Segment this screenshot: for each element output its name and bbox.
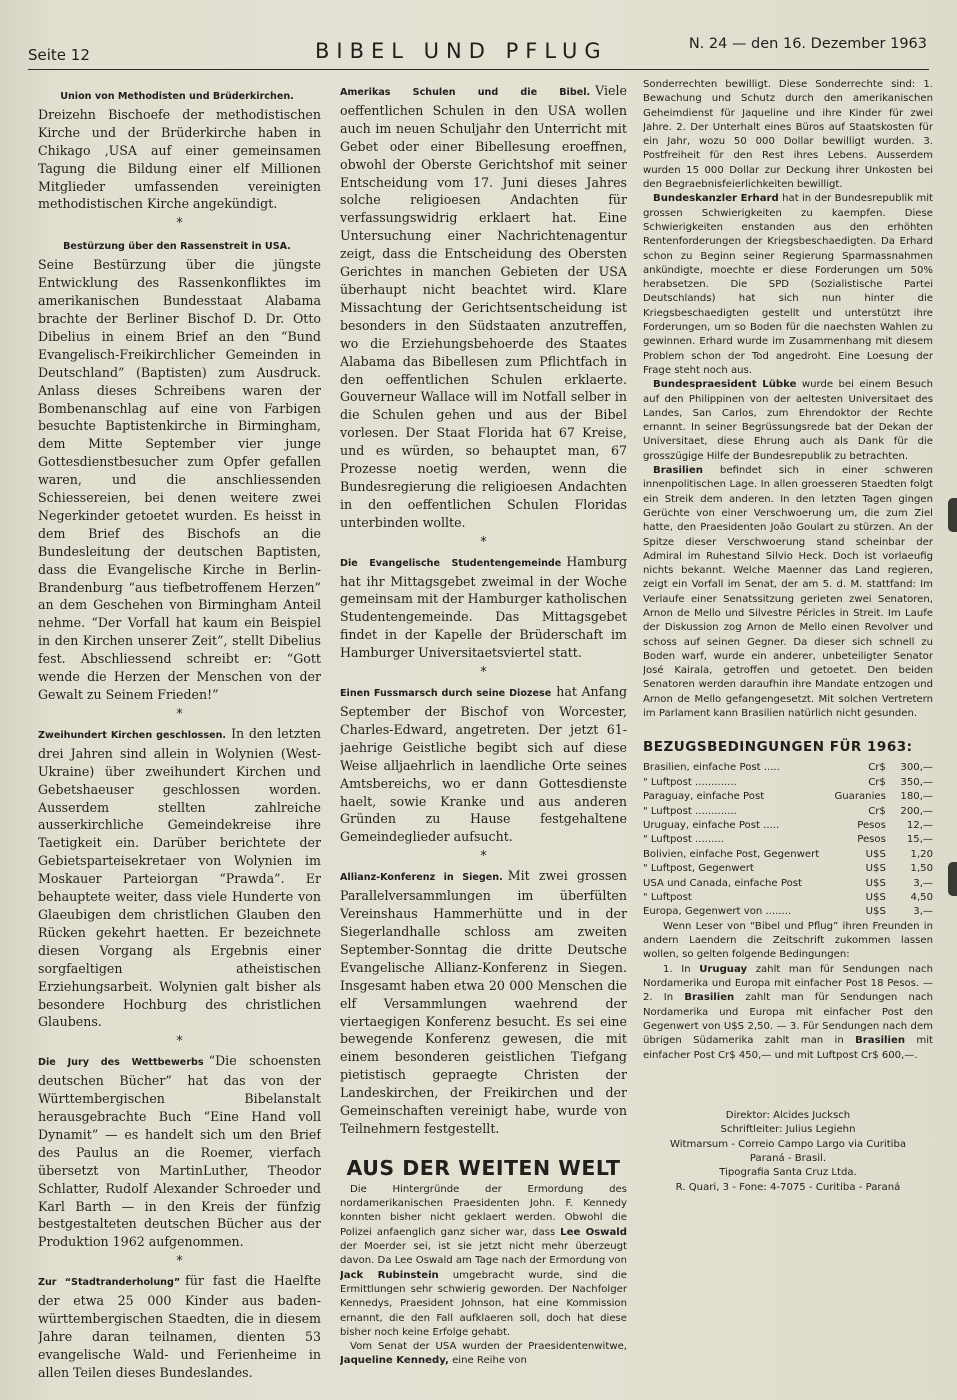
price-label: USA und Canada, einfache Post <box>643 877 802 889</box>
price-amount: 12,— <box>906 819 933 831</box>
imprint-line: Schriftleiter: Julius Legiehn <box>720 1124 856 1136</box>
article-body: Mit zwei grossen Parallelversammlungen im überfülten Vereinshaus Hammerhütte und in der Siegerlandhalle schloss am zweiten September-Sonntag die dritte Deutsche Evangelische Allianz-Konferenz in Siegen. Insgesamt haben etwa 20 000 Menschen die elf Versammlungen waehrend der viertaegigen Konferenz besucht. Es sei eine bewegende Konferenz gewesen, die mit einem besonderen geistlichen Tiefgang pietistisch gepraegte Christen der Landeskirchen, der Freikirchen und der Gemeinschaften vereinigt habe, wurde von Teilnehmern festgestellt. <box>340 868 627 1136</box>
price-amount: 200,— <box>900 805 933 817</box>
price-amount: 180,— <box>900 791 933 803</box>
price-row <box>643 862 933 876</box>
price-label: Brasilien, einfache Post ..... <box>643 762 780 774</box>
column-1 <box>38 82 321 1382</box>
price-label: Bolivien, einfache Post, Gegenwert <box>643 848 820 860</box>
article-body: Hamburg hat ihr Mittagsgebet zweimal in der Woche gemeinsam mit der Hamburger katholischen Studentengemeinde. Das Mittagsgebet findet in der Kapelle der Brüderschaft im Hamburger Universitaetsviertel statt. <box>340 553 627 661</box>
imprint-line: Tipografia Santa Cruz Ltda. <box>719 1167 857 1179</box>
price-currency: Cr$ <box>868 805 886 817</box>
news-body: hat in der Bundesrepublik mit grossen Schwierigkeiten zu kaempfen. Diese Schwierigkeiten enstanden aus den erhöhten Rentenforderungen der Kriegsbeschaedigten. Da Erhard schon zu Beginn seiner Regierung Sparmassnahmen ankündigte, moechte er diese Forderungen um 50% herabsetzen. Die SPD (Sozialistische Partei Deutschlands) hat sich nun hinter die Kriegsbeschaedigten gestellt und unterstützt ihre Forderungen, um so Boden für die naechsten Wahlen zu gewinnen. Erhard wurde im Zusammenhang mit diesem Problem schon der Tod angedroht. Eine Loesung der Frage steht noch aus. <box>643 193 933 376</box>
name-rubinstein: Jack Rubinstein <box>340 1269 439 1281</box>
article-headline: Die Jury des Wettbewerbs <box>38 1057 204 1069</box>
price-currency: U$S <box>865 863 886 875</box>
text-segment: zahlt man für Sendungen nach Nordamerika und Europa mit einfacher Post 18 Pesos. — 2. In <box>643 963 933 1004</box>
subscription-title: BEZUGSBEDINGUNGEN FÜR 1963: <box>643 739 913 756</box>
price-row <box>643 891 933 905</box>
name-jaqueline: Jaqueline Kennedy, <box>340 1355 449 1367</box>
price-amount: 1,20 <box>910 848 933 860</box>
price-amount: 4,50 <box>910 892 933 904</box>
price-label: " Luftpost, Gegenwert <box>643 863 754 875</box>
price-label: Uruguay, einfache Post ..... <box>643 819 780 831</box>
price-label: " Luftpost ......... <box>643 834 724 846</box>
price-row <box>643 877 933 891</box>
separator-star: * <box>176 1034 183 1050</box>
article-racial-conflict <box>38 238 321 704</box>
price-amount: 15,— <box>906 834 933 846</box>
news-luebke <box>643 378 933 464</box>
price-label: Europa, Gegenwert von ........ <box>643 906 792 918</box>
subscription-note: Wenn Leser von “Bibel und Pflug” ihren Freunden in andern Laendern die Zeitschrift zukommen lassen wollen, so gelten folgende Bedingungen: <box>643 920 933 961</box>
article-student-community <box>340 553 627 662</box>
page-number: Seite 12 <box>28 46 90 64</box>
price-label: " Luftpost ............. <box>643 776 737 788</box>
separator-star: * <box>176 216 183 232</box>
news-body: wurde bei einem Besuch auf den Philippinen von der aeltesten Universitaet des Landes, San Carlos, zum Ehrendoktor der Rechte ernannt. In seiner Begrüssungsrede bat der Dekan der Universitaet, diese Ehrung auch als Dank für die grosszügige Hilfe der Bundesrepublik zu betrachten. <box>643 379 933 462</box>
text-segment: eine Reihe von <box>452 1355 527 1367</box>
text-segment: umgebracht wurde, sind die Ermittlungen sehr schwierig geworden. Der Nachfolger Kennedys, Praesident Johnson, hat eine Kommission ernannt, die den Fall aufklaeren soll, doch hat diese bisher noch keine Erfolge gehabt. <box>340 1269 627 1338</box>
article-body: “Die schoensten deutschen Bücher” hat das von der Württembergischen Bibelanstalt herausgebrachte Buch “Eine Hand voll Dynamit” — es handelt sich um den Brief des Paulus an die Roemer, vierfach übersetzt von MartinLuther, Theodor Schlatter, Rudolf Alexander Schroeder und Karl Barth — in den Kreis der fünfzig bestgestalteten deutschen Bücher aus der Produktion 1962 aufgenommen. <box>38 1053 321 1250</box>
article-body: Dreizehn Bischoefe der methodistischen Kirche und der Brüderkirche haben in Chikago ‚USA auf einer gemeinsamen Tagung die Bildung einer elf Millionen Mitglieder umfassenden vereinigten methodistischen Kirche angekündigt. <box>38 106 321 212</box>
price-currency: U$S <box>865 877 886 889</box>
imprint-line: Direktor: Alcides Jucksch <box>725 1109 851 1121</box>
article-body: Seine Bestürzung über die jüngste Entwicklung des Rassenkonfliktes im amerikanischen Bundesstaat Alabama brachte der Berliner Bischof D. Dr. Otto Dibelius in einem Brief an den “Bund Evangelisch-Freikirchlicher Gemeinden in Deutschland” (Baptisten) zum Ausdruck. Anlass dieses Schreibens waren der Bombenanschlag auf eine von Farbigen besuchte Baptistenkirche in Birmingham, dem Mitte September vier junge Gottesdienstbesucher zum Opfer gefallen waren, und die anschliessenden Schiessereien, bei denen weitere zwei Negerkinder getoetet wurden. Es heisst in dem Brief des Bischofs an die Bundesleitung der deutschen Baptisten, dass die Evangelische Kirche in Berlin-Brandenburg “aus tiefbetroffenem Herzen” an dem Geschehen von Birmingham Anteil nehme. “Der Vorfall hat kaum ein Beispiel in den Kirchen unserer Zeit”, stellt Dibelius fest. Abschliessend schreibt er: “Gott wende die Herzen der Menschen von der Gewalt zu Seinem Frieden!” <box>38 257 321 702</box>
price-label: " Luftpost <box>643 892 692 904</box>
news-headline: Bundeskanzler Erhard <box>653 193 779 205</box>
text-segment: Die Hintergründe der Ermordung des nordamerikanischen Praesidenten John. F. Kennedy konnten bisher nicht geklaert werden. Obwohl die Polizei anfaenglich ganz sicher war, dass <box>340 1183 627 1238</box>
masthead <box>28 34 929 70</box>
news-headline: Brasilien <box>653 465 703 477</box>
separator-star: * <box>176 706 183 722</box>
binding-hole <box>948 862 957 896</box>
separator-star: * <box>480 534 487 550</box>
price-row <box>643 848 933 862</box>
price-row <box>643 833 933 847</box>
column-2 <box>340 82 627 1369</box>
article-headline: Allianz-Konferenz in Siegen. <box>340 872 503 884</box>
price-table <box>643 761 933 919</box>
separator-star: * <box>480 849 487 865</box>
price-currency: Pesos <box>857 819 886 831</box>
price-label: " Luftpost ............. <box>643 805 737 817</box>
price-currency: U$S <box>865 906 886 918</box>
article-headline: Zweihundert Kirchen geschlossen. <box>38 729 227 741</box>
price-currency: Guaranies <box>834 791 886 803</box>
article-headline: Bestürzung über den Rassenstreit in USA. <box>63 241 291 253</box>
issue-date: N. 24 — den 16. Dezember 1963 <box>688 36 927 52</box>
price-currency: Pesos <box>857 834 886 846</box>
subscription-rules <box>643 963 933 1063</box>
price-currency: Cr$ <box>868 762 886 774</box>
price-label: Paraguay, einfache Post <box>643 791 765 803</box>
country-uruguay: Uruguay <box>699 963 748 975</box>
country-brasilien: Brasilien <box>855 1035 906 1047</box>
binding-hole <box>948 498 957 532</box>
article-body: Viele oeffentlichen Schulen in den USA wollen auch im neuen Schuljahr den Unterricht mit Gebet oder einer Bibellesung eroeffnen, obwohl der Oberste Gerichtshof mit seiner Entscheidung vom 17. Juni dieses Jahres solche religioesen Andachten für verfassungswidrig erklaert hat. Eine Untersuchung einer Nachrichtenagentur zeigt, dass die Entscheidung des Obersten Gerichtes in manchen Gebieten der USA überhaupt nicht beachtet wird. Klare Missachtung der Gerichtsentscheidung ist besonders in den Südstaaten anzutreffen, wo die Erziehungsbehoerde des Staates Alabama das Bibellesen zum Pflichtfach in den oeffentlichen Schulen erklaerte. Gouverneur Wallace will im Notfall selber in die Schulen gehen und aus der Bibel vorlesen. Der Staat Florida hat 67 Kreise, und es würden, so behauptet man, 67 Prozesse noetig werden, wenn die Bundesregierung die religioesen Andachten in den oeffentlichen Schulen Floridas unterbinden wollte. <box>340 83 627 530</box>
separator-star: * <box>480 665 487 681</box>
separator-star: * <box>176 1254 183 1270</box>
price-row <box>643 905 933 919</box>
price-row <box>643 761 933 775</box>
news-brasilien <box>643 464 933 721</box>
price-currency: Cr$ <box>868 776 886 788</box>
article-headline: Union von Methodisten und Brüderkirchen. <box>60 91 294 102</box>
text-segment: Vom Senat der USA wurden der Praesidentenwitwe, <box>350 1341 627 1353</box>
text-segment: zahlt man für Sendungen nach Nordamerika und Europa mit einfacher Post den Gegenwert von U$S 2,50. — 3. Für Sendungen nach dem übrigen Südamerika zahlt man in <box>643 992 933 1047</box>
news-headline: Bundespraesident Lübke <box>653 379 797 391</box>
article-headline: Amerikas Schulen und die Bibel. <box>340 87 591 98</box>
article-foot-march <box>340 683 627 846</box>
article-book-jury <box>38 1052 321 1251</box>
text-segment: mit einfacher Post Cr$ 450,— und mit Luftpost Cr$ 600,—. <box>643 1035 933 1061</box>
price-amount: 3,— <box>913 877 933 889</box>
article-methodists <box>38 88 321 213</box>
price-amount: 350,— <box>900 776 933 788</box>
news-special-rights: Sonderrechten bewilligt. Diese Sonderrechte sind: 1. Bewachung und Schutz durch den amerikanischen Geheimdienst für Jaqueline und ihre Kinder für zwei Jahre. 2. Der Unterhalt eines Büros auf Staatskosten für ein Jahr, wozu 50 000 Dollar bewilligt wurden. 3. Postfreiheit für den Rest ihres Lebens. Ausserdem wurden 15 000 Dollar zur Deckung ihrer Unkosten bei den Begraebnisfeierlichkeiten bewilligt. <box>643 79 933 191</box>
section-title: AUS DER WEITEN WELT <box>346 1155 621 1180</box>
news-erhard <box>643 192 933 378</box>
imprint-line: R. Quari, 3 - Fone: 4-7075 - Curitiba - Paraná <box>675 1181 901 1193</box>
price-row <box>643 790 933 804</box>
country-brasilien: Brasilien <box>684 992 735 1004</box>
price-row <box>643 819 933 833</box>
text-segment: der Moerder sei, ist sie jetzt nicht mehr überzeugt davon. Da Lee Oswald am Tage nach der Ermordung von <box>340 1241 627 1267</box>
imprint-line: Witmarsum - Correio Campo Largo via Curitiba <box>669 1138 907 1150</box>
article-american-schools <box>340 82 627 532</box>
price-amount: 1,50 <box>910 863 933 875</box>
text-segment: 1. In <box>663 963 691 975</box>
price-row <box>643 805 933 819</box>
world-news-senate <box>340 1340 627 1369</box>
article-churches-closed <box>38 725 321 1031</box>
article-headline: Einen Fussmarsch durch seine Diozese <box>340 688 552 700</box>
newspaper-title: BIBEL UND PFLUG <box>315 39 608 63</box>
article-headline: Die Evangelische Studentengemeinde <box>340 557 562 569</box>
news-body: befindet sich in einer schweren innenpolitischen Lage. In allen groesseren Staedten folgt ein Streik dem anderen. In den letzten Tagen gingen Gerüchte von einer Verschwoerung um, die zum Ziel hatte, den Praesidenten João Goulart zu stürzen. An der Spitze dieser Verschwoerung stand scheinbar der Admiral im Ruhestand Silvio Heck. Doch ist vorlaeufig nichts bekannt. Welche Maenner das Land regieren, zeigt ein Vorfall im Senat, der am 5. d. M. stattfand: Im Verlaufe einer Senatssitzung gerieten zwei Senatoren, Arnon de Mello und Silvestre Péricles in Streit. Im Laufe der Diskussion zog Arnon de Mello einen Revolver und schoss auf seinen Gegner. Da dieser sich schnell zu Boden warf, wurde ein anderer, unbeteiligter Senator José Kairala, getroffen und getoetet. Den beiden Senatoren werden daraufhin ihre Mandate entzogen und Arnon de Mello gefangengesetzt. Mit solchen Vertretern im Parlament kann Brasilien natürlich nicht gesunden. <box>643 465 933 720</box>
price-amount: 300,— <box>900 762 933 774</box>
world-news-kennedy <box>340 1183 627 1340</box>
article-headline: Zur “Stadtranderholung” <box>38 1277 181 1289</box>
imprint <box>643 1109 933 1195</box>
column-3 <box>643 78 933 1195</box>
imprint-line: Paraná - Brasil. <box>749 1153 827 1165</box>
article-body: hat Anfang September der Bischof von Worcester, Charles-Edward, angetreten. Der jetzt 61-jaehrige Geistliche begibt sich auf diese Weise alljaehrlich in laendliche Orte seines Amtsbereichs, wo er dann Gottesdienste haelt, sowie Kranke und aus anderen Gründen zu Hause festgehaltene Gemeindeglieder aufsucht. <box>340 684 627 845</box>
article-alliance-conference <box>340 867 627 1138</box>
price-row <box>643 776 933 790</box>
article-body: für fast die Haelfte der etwa 25 000 Kinder aus baden-württembergischen Staedten, die in diesem Jahre daran teilnamen, dienten 53 evangelische Wald- und Ferienheime in allen Teilen dieses Bundeslandes. <box>38 1273 321 1380</box>
article-city-recreation <box>38 1272 321 1381</box>
article-body: In den letzten drei Jahren sind allein in Wolynien (West-Ukraine) über zweihundert Kirchen und Gebetshaeuser geschlossen worden. Ausserdem stellten zahlreiche ausserkirchliche Gemeindekreise ihre Taetigkeit ein. Darüber berichtete der Gebietsparteisekretaer von Wolynien im Moskauer Parteiorgan “Prawda”. Er behauptete weiter, dass viele Hunderte von Glaeubigen dem christlichen Glauben den Rücken gekehrt haetten. Er bezeichnete diesen Vorgang als Ergebnis einer sorgfaeltigen atheistischen Erziehungsarbeit. Wolynien galt bisher als besondere Hochburg des christlichen Glaubens. <box>38 725 321 1030</box>
name-oswald: Lee Oswald <box>560 1226 627 1238</box>
price-currency: U$S <box>865 848 886 860</box>
price-currency: U$S <box>865 892 886 904</box>
price-amount: 3,— <box>913 906 933 918</box>
